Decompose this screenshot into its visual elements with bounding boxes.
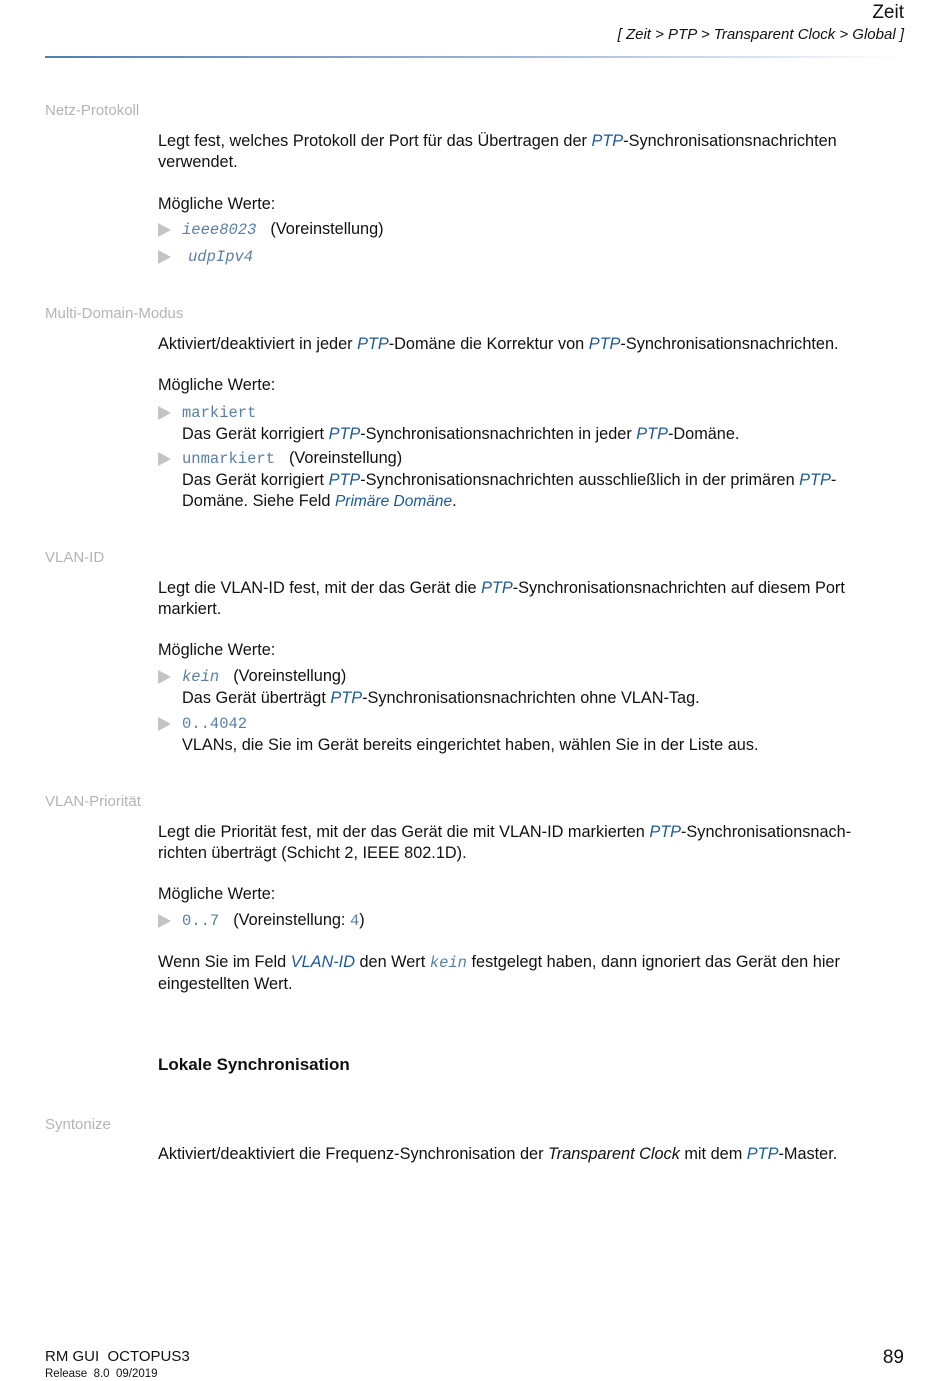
bullet-arrow-icon xyxy=(158,250,171,264)
ptp-link[interactable]: PTP xyxy=(328,425,361,443)
syntonize-description: Aktiviert/deaktiviert die Frequenz-Synchronisation der Transparent Clock mit dem PTP-Master. xyxy=(158,1145,838,1163)
ptp-link[interactable]: PTP xyxy=(588,335,621,353)
vlan-prioritaet-note: Wenn Sie im Feld VLAN-ID den Wert kein festgelegt haben, dann ignoriert das Gerät den hier eingestellten Wert. xyxy=(158,953,840,993)
value-kein: kein xyxy=(182,668,220,686)
vlan-prioritaet-values-label: Mögliche Werte: xyxy=(158,885,276,903)
section-label-vlan-prioritaet: VLAN-Priorität xyxy=(45,793,141,810)
ptp-link[interactable]: PTP xyxy=(591,132,624,150)
bullet-arrow-icon xyxy=(158,717,171,731)
multi-values-label: Mögliche Werte: xyxy=(158,376,276,394)
bullet-arrow-icon xyxy=(158,223,171,237)
ptp-link[interactable]: PTP xyxy=(481,579,513,597)
ptp-link[interactable]: PTP xyxy=(328,471,361,489)
bullet-arrow-icon xyxy=(158,914,171,928)
value-prio-default: 4 xyxy=(349,912,360,930)
header-divider xyxy=(45,56,905,58)
vlan-prioritaet-description: Legt die Priorität fest, mit der das Gerät die mit VLAN-ID markierten PTP-Synchronisationsnach- richten überträgt (Schicht 2, IEEE 802.1D). xyxy=(158,823,852,862)
section-label-multi-domain-modus: Multi-Domain-Modus xyxy=(45,305,184,322)
value-udpipv4: udpIpv4 xyxy=(188,248,254,266)
value-markiert: markiert xyxy=(182,404,257,422)
vlan-id-description: Legt die VLAN-ID fest, mit der das Gerät die PTP-Synchronisationsnachrichten auf diesem Port markiert. xyxy=(158,579,845,618)
bullet-arrow-icon xyxy=(158,670,171,684)
page-number: 89 xyxy=(882,1347,904,1368)
vlan-id-link[interactable]: VLAN-ID xyxy=(290,953,355,971)
netz-protokoll-description: Legt fest, welches Protokoll der Port für das Übertragen der PTP-Synchronisationsnachrichten verwendet. xyxy=(158,132,837,171)
netz-values-label: Mögliche Werte: xyxy=(158,195,276,213)
value-kein: kein xyxy=(429,954,467,972)
footer-release: Release 8.0 09/2019 xyxy=(45,1368,158,1380)
ptp-link[interactable]: PTP xyxy=(746,1145,779,1163)
bullet-arrow-icon xyxy=(158,406,171,420)
page-header-title: Zeit xyxy=(872,2,904,23)
multi-domain-description: Aktiviert/deaktiviert in jeder PTP-Domäne die Korrektur von PTP-Synchronisationsnachrichten. xyxy=(158,335,839,353)
breadcrumb: [ Zeit > PTP > Transparent Clock > Global ] xyxy=(617,26,904,43)
primaere-domaene-link[interactable]: Primäre Domäne xyxy=(334,493,453,510)
ptp-link[interactable]: PTP xyxy=(649,823,682,841)
bullet-arrow-icon xyxy=(158,452,171,466)
ptp-link[interactable]: PTP xyxy=(330,689,363,707)
value-ieee8023: ieee8023 xyxy=(182,221,257,239)
ptp-link[interactable]: PTP xyxy=(636,425,668,443)
value-vlan-range: 0..4042 xyxy=(182,715,248,733)
section-label-syntonize: Syntonize xyxy=(45,1116,111,1133)
vlan-id-values-label: Mögliche Werte: xyxy=(158,641,276,659)
ptp-link[interactable]: PTP xyxy=(357,335,389,353)
ptp-link[interactable]: PTP xyxy=(799,471,831,489)
value-unmarkiert: unmarkiert xyxy=(182,450,276,468)
section-label-netz-protokoll: Netz-Protokoll xyxy=(45,102,140,119)
section-label-vlan-id: VLAN-ID xyxy=(45,549,105,566)
footer-doc-title: RM GUI OCTOPUS3 xyxy=(45,1348,190,1365)
value-prio-range: 0..7 xyxy=(182,912,220,930)
subsection-heading: Lokale Synchronisation xyxy=(158,1055,350,1074)
